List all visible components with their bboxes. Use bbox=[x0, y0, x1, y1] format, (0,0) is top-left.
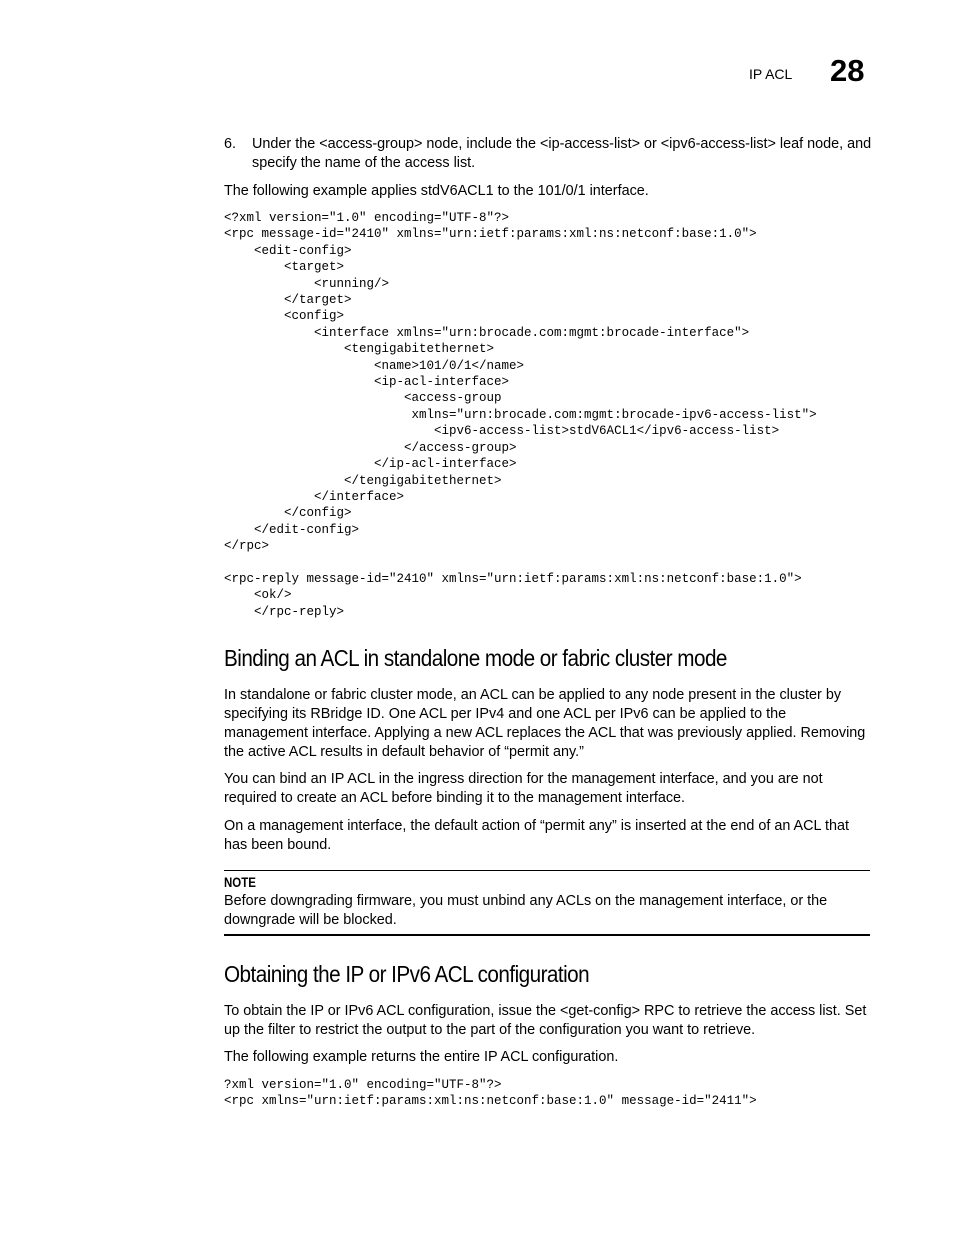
section2-paragraph-2: The following example returns the entire IP ACL configuration. bbox=[224, 1049, 619, 1065]
note-text: Before downgrading firmware, you must unbind any ACLs on the management interface, or the downgrade will be blocked. bbox=[224, 893, 828, 928]
example1-intro: The following example applies stdV6ACL1 to the 101/0/1 interface. bbox=[224, 183, 649, 199]
step-number: 6. bbox=[224, 136, 237, 152]
step-text: Under the <access-group> node, include the <ip-access-list> or <ipv6-access-list> leaf node, and specify the name of the access list. bbox=[252, 136, 872, 171]
step-6 bbox=[224, 135, 874, 173]
code-block-edit-config: <?xml version="1.0" encoding="UTF-8"?> <rpc message-id="2410" xmlns="urn:ietf:params:xml:ns:netconf:base:1.0"> <edit-config> <target> <running/> </target> <config> <interface xmlns="urn:brocade.com:mgmt:brocade-interface"> <tengigabitethernet> <name>101/0/1</name> <ip-acl-interface> <access-group xmlns="urn:brocade.com:mgmt:brocade-ipv6-access-list"> <ipv6-access-list>stdV6ACL1</ipv6-access-list> </access-group> </ip-acl-interface> </tengigabitethernet> </interface> </config> </edit-config> </rpc> <rpc-reply message-id="2410" xmlns="urn:ietf:params:xml:ns:netconf:base:1.0"> <ok/> </rpc-reply> bbox=[224, 211, 817, 619]
section-heading-obtaining-acl: Obtaining the IP or IPv6 ACL configuration bbox=[224, 961, 590, 987]
section-heading-binding-acl: Binding an ACL in standalone mode or fabric cluster mode bbox=[224, 645, 727, 671]
running-header-title: IP ACL bbox=[749, 66, 793, 82]
section1-paragraph-3: On a management interface, the default action of “permit any” is inserted at the end of an ACL that has been bound. bbox=[224, 818, 850, 853]
section1-paragraph-1: In standalone or fabric cluster mode, an ACL can be applied to any node present in the cluster by specifying its RBridge ID. One ACL per IPv4 and one ACL per IPv6 can be applied to the management interface. Applying a new ACL replaces the ACL that was previously applied. Removing the active ACL results in default behavior of “permit any.” bbox=[224, 687, 866, 760]
note-label: NOTE bbox=[224, 875, 256, 890]
chapter-number: 28 bbox=[830, 53, 865, 88]
code-block-get-config: ?xml version="1.0" encoding="UTF-8"?> <rpc xmlns="urn:ietf:params:xml:ns:netconf:base:1.0" message-id="2411"> bbox=[224, 1078, 757, 1109]
section1-paragraph-2: You can bind an IP ACL in the ingress direction for the management interface, and you are not required to create an ACL before binding it to the management interface. bbox=[224, 771, 823, 806]
section2-paragraph-1: To obtain the IP or IPv6 ACL configuration, issue the <get-config> RPC to retrieve the access list. Set up the filter to restrict the output to the part of the configuration you want to retrieve. bbox=[224, 1003, 867, 1038]
note-box bbox=[224, 870, 870, 936]
